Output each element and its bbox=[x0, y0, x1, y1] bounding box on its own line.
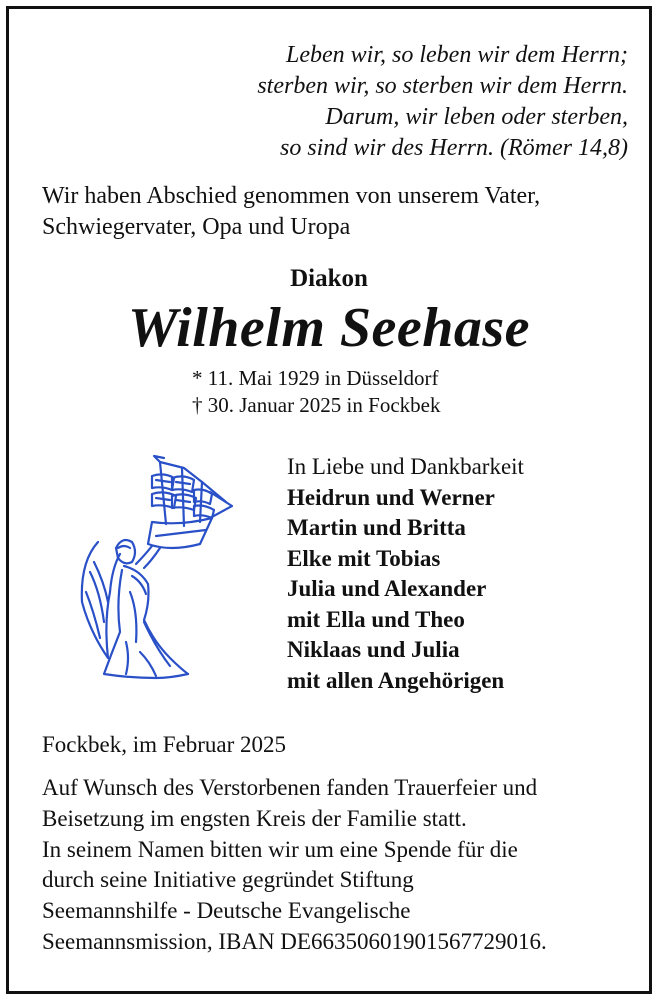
intro-text bbox=[42, 181, 540, 243]
intro-line: Schwiegervater, Opa und Uropa bbox=[42, 214, 351, 240]
notice-line: Seemannsmission, IBAN DE66350601901567729016. bbox=[42, 928, 547, 954]
family-member: Julia und Alexander bbox=[287, 576, 487, 601]
funeral-notice bbox=[42, 773, 547, 958]
place-date: Fockbek, im Februar 2025 bbox=[42, 732, 287, 757]
notice-line: Seemannshilfe - Deutsche Evangelische bbox=[42, 898, 411, 924]
notice-line: In seinem Namen bitten wir um eine Spende für die bbox=[42, 836, 518, 862]
family-member: Heidrun und Werner bbox=[287, 484, 495, 510]
intro-line: Wir haben Abschied genommen von unserem Vater, bbox=[42, 183, 541, 209]
family-signatures bbox=[287, 452, 524, 696]
verse-line: so sind wir des Herrn. (Römer 14,8) bbox=[280, 135, 628, 161]
family-intro: In Liebe und Dankbarkeit bbox=[287, 454, 524, 479]
notice-line: durch seine Initiative gegründet Stiftung bbox=[42, 867, 414, 893]
bible-verse bbox=[257, 40, 628, 164]
verse-line: Leben wir, so leben wir dem Herrn; bbox=[286, 42, 628, 68]
deceased-name: Wilhelm Seehase bbox=[127, 297, 531, 359]
birth-date: * 11. Mai 1929 in Düsseldorf bbox=[192, 366, 439, 390]
verse-line: sterben wir, so sterben wir dem Herrn. bbox=[257, 73, 628, 99]
family-member: mit Ella und Theo bbox=[287, 606, 465, 632]
family-member: Martin und Britta bbox=[287, 515, 466, 540]
verse-line: Darum, wir leben oder sterben, bbox=[325, 104, 628, 130]
notice-line: Auf Wunsch des Verstorbenen fanden Trauerfeier und bbox=[42, 775, 538, 800]
family-member: Niklaas und Julia bbox=[287, 637, 460, 662]
family-member: mit allen Angehörigen bbox=[287, 667, 505, 693]
family-member: Elke mit Tobias bbox=[287, 545, 441, 571]
death-date: † 30. Januar 2025 in Fockbek bbox=[192, 393, 441, 417]
deceased-title: Diakon bbox=[290, 265, 368, 292]
notice-line: Beisetzung im engsten Kreis der Familie statt. bbox=[42, 805, 467, 831]
angel-with-ship-icon bbox=[60, 452, 250, 684]
life-dates bbox=[192, 365, 440, 419]
